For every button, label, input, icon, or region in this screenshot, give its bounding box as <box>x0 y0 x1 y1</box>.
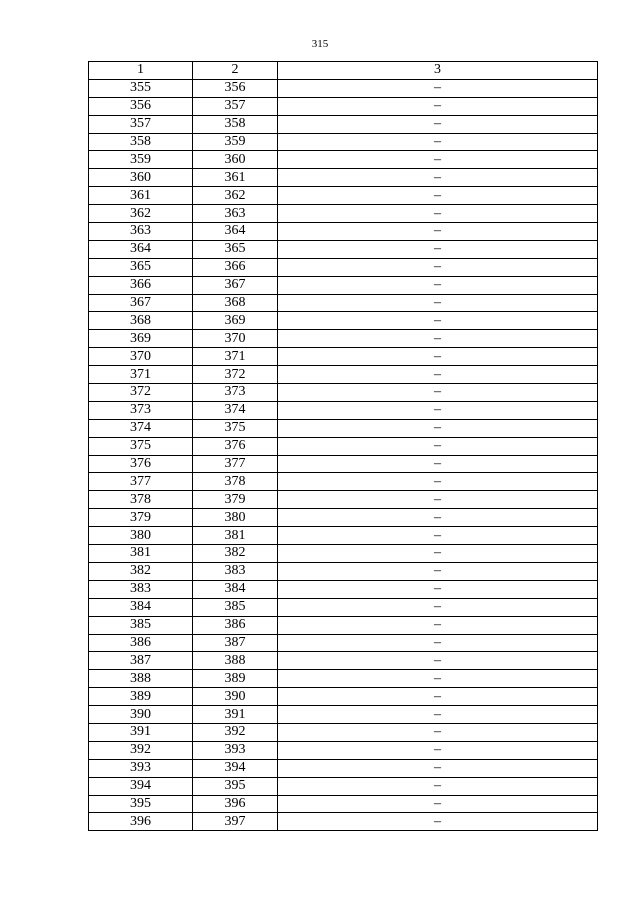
table-cell: 381 <box>193 527 278 545</box>
table-cell: 374 <box>89 419 193 437</box>
table-cell: 360 <box>193 151 278 169</box>
table-row <box>89 545 598 563</box>
table-cell: – <box>278 509 598 527</box>
table-cell: 380 <box>89 527 193 545</box>
table-cell: – <box>278 813 598 831</box>
table-cell: – <box>278 759 598 777</box>
table-cell: – <box>278 419 598 437</box>
table-cell: – <box>278 777 598 795</box>
table-cell: 386 <box>89 634 193 652</box>
table-cell: – <box>278 384 598 402</box>
table-cell: 367 <box>89 294 193 312</box>
table-row <box>89 777 598 795</box>
table-cell: 387 <box>193 634 278 652</box>
table-row <box>89 509 598 527</box>
table-row <box>89 759 598 777</box>
table-cell: 389 <box>193 670 278 688</box>
table-row <box>89 151 598 169</box>
table-row <box>89 652 598 670</box>
table-cell: 367 <box>193 276 278 294</box>
table-cell: 391 <box>193 706 278 724</box>
table-cell: 379 <box>193 491 278 509</box>
table-cell: – <box>278 79 598 97</box>
table-cell: 378 <box>89 491 193 509</box>
table-cell: – <box>278 151 598 169</box>
table-row <box>89 670 598 688</box>
table-cell: – <box>278 169 598 187</box>
table-cell: – <box>278 795 598 813</box>
table-cell: 364 <box>193 223 278 241</box>
table-cell: 377 <box>193 455 278 473</box>
table-cell: 362 <box>89 205 193 223</box>
table-cell: 384 <box>89 598 193 616</box>
table-row <box>89 455 598 473</box>
table-cell: 364 <box>89 240 193 258</box>
table-row <box>89 312 598 330</box>
table-row <box>89 741 598 759</box>
table-row <box>89 401 598 419</box>
table-row <box>89 330 598 348</box>
table-cell: 395 <box>193 777 278 795</box>
table-cell: 371 <box>89 366 193 384</box>
table-cell: 359 <box>193 133 278 151</box>
table-row <box>89 795 598 813</box>
table-cell: – <box>278 312 598 330</box>
table-cell: – <box>278 652 598 670</box>
table-row <box>89 598 598 616</box>
table-row <box>89 169 598 187</box>
table-cell: 370 <box>193 330 278 348</box>
table-cell: 377 <box>89 473 193 491</box>
table-cell: 357 <box>193 97 278 115</box>
table-cell: 383 <box>193 562 278 580</box>
table-cell: 363 <box>89 223 193 241</box>
table-row <box>89 366 598 384</box>
table-cell: 359 <box>89 151 193 169</box>
table-row <box>89 384 598 402</box>
table-row <box>89 240 598 258</box>
table-cell: – <box>278 473 598 491</box>
table-cell: 389 <box>89 688 193 706</box>
table-cell: 358 <box>193 115 278 133</box>
table-cell: 394 <box>193 759 278 777</box>
table-cell: 365 <box>89 258 193 276</box>
table-cell: 396 <box>193 795 278 813</box>
table-cell: 388 <box>89 670 193 688</box>
table-cell: 361 <box>193 169 278 187</box>
table-row <box>89 223 598 241</box>
table-cell: 362 <box>193 187 278 205</box>
table-row <box>89 688 598 706</box>
table-cell: 368 <box>193 294 278 312</box>
table-cell: – <box>278 723 598 741</box>
table-cell: 373 <box>193 384 278 402</box>
column-header: 2 <box>193 62 278 80</box>
table-cell: 396 <box>89 813 193 831</box>
table-cell: 375 <box>193 419 278 437</box>
table-cell: – <box>278 580 598 598</box>
table-cell: 378 <box>193 473 278 491</box>
table-row <box>89 419 598 437</box>
table-cell: 381 <box>89 545 193 563</box>
table-body <box>89 79 598 830</box>
table-cell: 387 <box>89 652 193 670</box>
table-cell: 383 <box>89 580 193 598</box>
table-cell: 376 <box>193 437 278 455</box>
table-row <box>89 634 598 652</box>
table-cell: 390 <box>193 688 278 706</box>
table-row <box>89 813 598 831</box>
table-cell: – <box>278 294 598 312</box>
table-row <box>89 97 598 115</box>
table-cell: 356 <box>89 97 193 115</box>
table-cell: – <box>278 598 598 616</box>
table-row <box>89 187 598 205</box>
table-cell: 392 <box>89 741 193 759</box>
table-cell: – <box>278 688 598 706</box>
table-cell: – <box>278 223 598 241</box>
table-cell: 390 <box>89 706 193 724</box>
table-row <box>89 723 598 741</box>
table-cell: – <box>278 545 598 563</box>
table-cell: 397 <box>193 813 278 831</box>
table-cell: 372 <box>89 384 193 402</box>
table-cell: – <box>278 401 598 419</box>
table-cell: – <box>278 366 598 384</box>
table-cell: – <box>278 330 598 348</box>
table-row <box>89 580 598 598</box>
table-cell: – <box>278 741 598 759</box>
column-header: 1 <box>89 62 193 80</box>
table-row <box>89 205 598 223</box>
table-cell: – <box>278 670 598 688</box>
table-cell: 374 <box>193 401 278 419</box>
table-row <box>89 491 598 509</box>
table-cell: 369 <box>193 312 278 330</box>
table-cell: 366 <box>89 276 193 294</box>
table-cell: – <box>278 240 598 258</box>
table-cell: 366 <box>193 258 278 276</box>
table-row <box>89 562 598 580</box>
table-cell: – <box>278 706 598 724</box>
table-row <box>89 706 598 724</box>
table-cell: – <box>278 133 598 151</box>
table-cell: 375 <box>89 437 193 455</box>
table-cell: 360 <box>89 169 193 187</box>
table-row <box>89 133 598 151</box>
table-cell: – <box>278 276 598 294</box>
table-cell: 363 <box>193 205 278 223</box>
table-row <box>89 294 598 312</box>
table-cell: 382 <box>89 562 193 580</box>
table-cell: – <box>278 491 598 509</box>
table-cell: – <box>278 205 598 223</box>
table-cell: – <box>278 97 598 115</box>
table-cell: 393 <box>193 741 278 759</box>
table-row <box>89 115 598 133</box>
table-cell: 379 <box>89 509 193 527</box>
table-cell: 380 <box>193 509 278 527</box>
table-cell: 365 <box>193 240 278 258</box>
table-row <box>89 348 598 366</box>
table-cell: 393 <box>89 759 193 777</box>
table-cell: 372 <box>193 366 278 384</box>
table-row <box>89 616 598 634</box>
page-number: 315 <box>311 38 329 50</box>
table-cell: 386 <box>193 616 278 634</box>
column-header: 3 <box>278 62 598 80</box>
table-cell: 373 <box>89 401 193 419</box>
table-cell: – <box>278 455 598 473</box>
table-cell: 361 <box>89 187 193 205</box>
table-cell: – <box>278 562 598 580</box>
table-cell: – <box>278 634 598 652</box>
table-cell: – <box>278 258 598 276</box>
table-cell: – <box>278 437 598 455</box>
table-cell: 358 <box>89 133 193 151</box>
table-cell: 392 <box>193 723 278 741</box>
table-cell: 369 <box>89 330 193 348</box>
table-cell: – <box>278 348 598 366</box>
table-cell: 370 <box>89 348 193 366</box>
table-cell: 395 <box>89 795 193 813</box>
table-cell: 376 <box>89 455 193 473</box>
table-cell: – <box>278 187 598 205</box>
table-cell: 355 <box>89 79 193 97</box>
table-cell: 356 <box>193 79 278 97</box>
table-cell: – <box>278 527 598 545</box>
table-row <box>89 527 598 545</box>
table-row <box>89 473 598 491</box>
table-cell: 382 <box>193 545 278 563</box>
table-cell: 391 <box>89 723 193 741</box>
table-cell: 394 <box>89 777 193 795</box>
table-row <box>89 79 598 97</box>
table-cell: 371 <box>193 348 278 366</box>
table-row <box>89 276 598 294</box>
table-cell: – <box>278 115 598 133</box>
table-cell: 384 <box>193 580 278 598</box>
table-header-row <box>89 62 598 80</box>
table-cell: 388 <box>193 652 278 670</box>
data-table <box>88 61 598 831</box>
table-row <box>89 437 598 455</box>
table-cell: 385 <box>193 598 278 616</box>
table-cell: – <box>278 616 598 634</box>
table-row <box>89 258 598 276</box>
table-cell: 357 <box>89 115 193 133</box>
table-cell: 368 <box>89 312 193 330</box>
table-cell: 385 <box>89 616 193 634</box>
